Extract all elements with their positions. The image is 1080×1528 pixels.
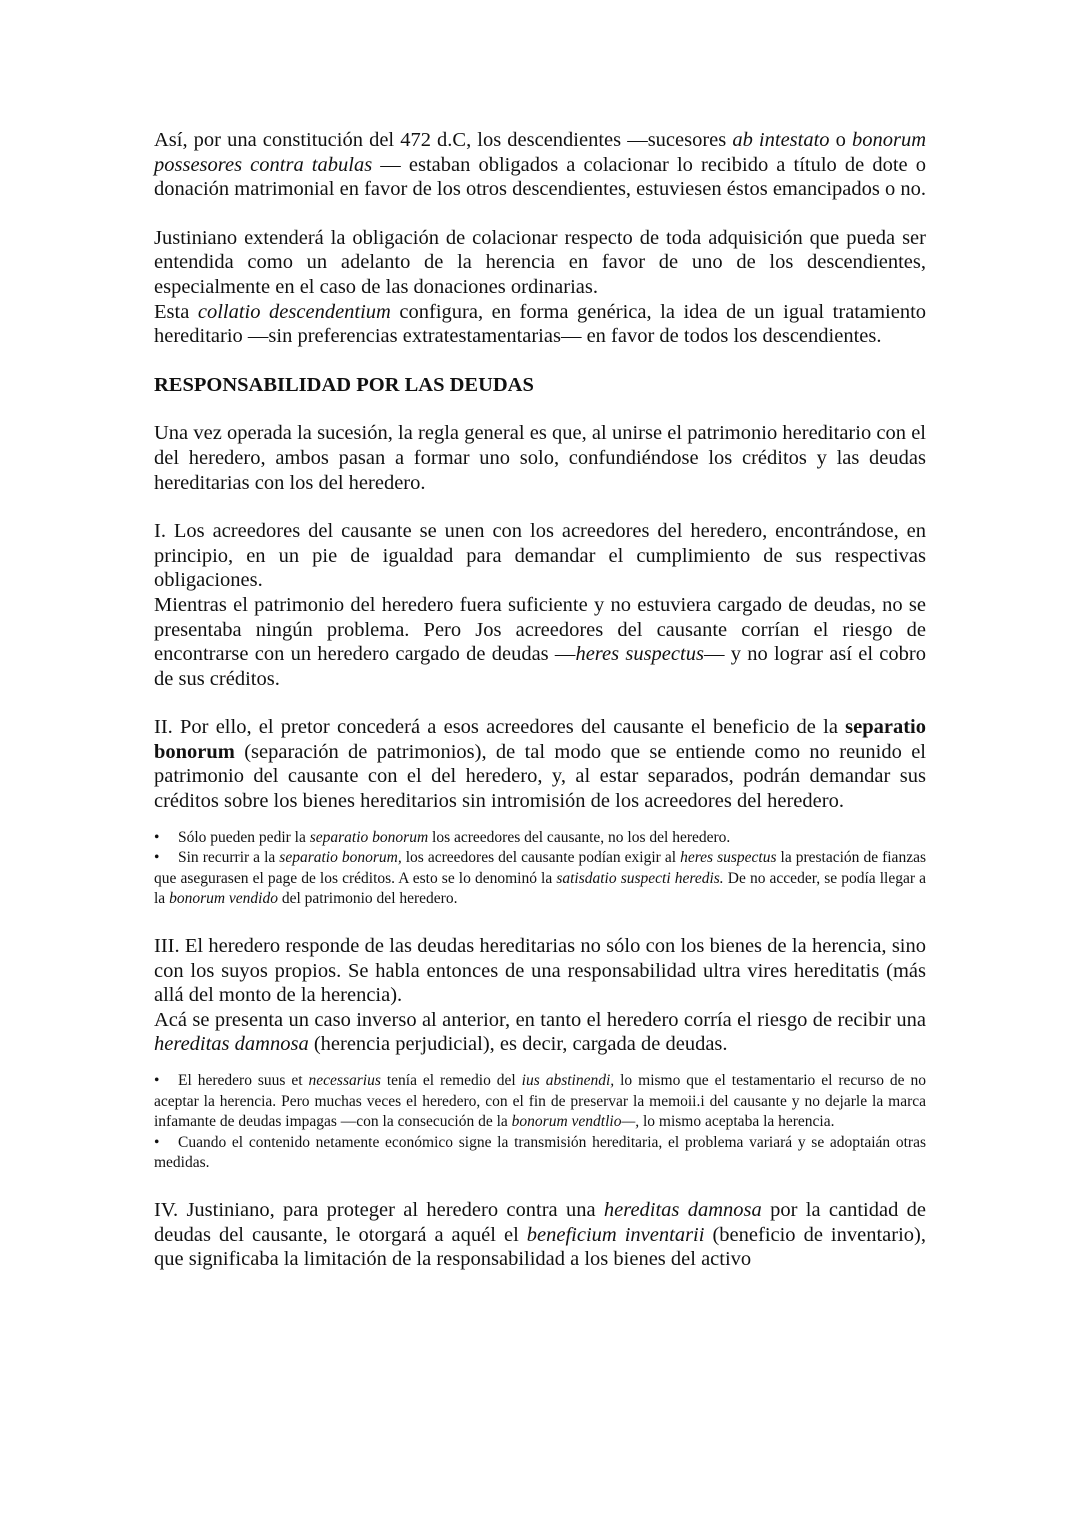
paragraph-justiniano-colacion: Justiniano extenderá la obligación de colacionar respecto de toda adquisición que pueda ser entendida como un adelanto de la herencia en favor de uno de los descendientes, especialmente en el caso de las donaciones ordinarias.	[154, 226, 926, 298]
text: por la cantidad de deudas del causante, le otorgará a aquél el	[154, 1198, 926, 1246]
italic-term: necessarius	[308, 1072, 381, 1089]
italic-term: bonorum vendido	[169, 890, 278, 908]
paragraph-heres-suspectus	[154, 593, 926, 691]
italic-term: separatio bonorum	[309, 828, 429, 846]
italic-term: separatio bonorum,	[279, 849, 402, 867]
italic-term: bonorum possesores contra tabulas	[154, 129, 927, 176]
text: El heredero suus et	[178, 1072, 309, 1089]
italic-term: collatio descendentium	[197, 300, 391, 323]
text: tenía el remedio del	[380, 1072, 522, 1089]
paragraph-regla-general: Una vez operada la sucesión, la regla general es que, al unirse el patrimonio hereditario con el del heredero, ambos pasan a formar uno solo, confundiéndose los créditos y las deudas hereditarias con los del heredero.	[154, 422, 926, 494]
text: — estaban obligados a colacionar lo recibido a título de dote o donación matrimonial en favor de los otros descendientes, estuviesen éstos emancipados o no.	[154, 153, 926, 201]
paragraph-point-iv	[154, 1198, 926, 1272]
text: Así, por una constitución del 472 d.C, los descendientes —sucesores	[154, 129, 733, 151]
paragraph-hereditas-damnosa	[154, 1008, 926, 1057]
text: lo mismo que el testamentario el recurso de no aceptar la herencia. Pero muchas veces el heredero, con el fin de preservar la memoii.i del causante y no dejarle la marca infamante de deudas impagas —con la consecución de la	[154, 1072, 926, 1131]
italic-term: ab intestato	[732, 129, 830, 151]
note-item	[154, 1071, 926, 1133]
text: II. Por ello, el pretor concederá a esos acreedores del causante el beneficio de la	[154, 716, 846, 739]
section-heading: RESPONSABILIDAD POR LAS DEUDAS	[154, 373, 534, 396]
text: — y no lograr así el cobro de sus créditos.	[154, 643, 926, 690]
text: lo mismo aceptaba la herencia.	[639, 1113, 835, 1131]
text: los acreedores del causante podían exigir al	[401, 849, 681, 867]
text: configura, en forma genérica, la idea de un igual tratamiento hereditario —sin preferencias extratestamentarias— en favor de todos los descendientes.	[154, 300, 927, 348]
bullet-icon: •	[154, 849, 160, 867]
note-item	[154, 828, 926, 849]
text: De no acceder, se podía llegar a la	[154, 869, 927, 908]
text: Sin recurrir a la	[178, 849, 280, 867]
bullet-icon: •	[154, 1072, 160, 1089]
italic-term: ius abstinendi,	[521, 1072, 615, 1089]
italic-term: satisdatio suspecti heredis.	[556, 869, 724, 887]
text: o	[829, 129, 852, 151]
document-page	[154, 128, 926, 1272]
italic-term: bonorum vendtlio—,	[511, 1113, 640, 1131]
text: Mientras el patrimonio del heredero fuera suficiente y no estuviera cargado de deudas, no se presentaba ningún problema. Pero Jos acreedores del causante corrían el riesgo de encontrarse con un heredero cargado de deudas —	[154, 593, 926, 666]
bullet-icon: •	[154, 828, 160, 846]
italic-term: hereditas damnosa	[154, 1033, 309, 1056]
italic-term: heres suspectus	[680, 849, 777, 867]
italic-term: heres suspectus	[575, 643, 704, 666]
note-item	[154, 1133, 926, 1174]
text: Acá se presenta un caso inverso al anterior, en tanto el heredero corría el riesgo de recibir una	[154, 1008, 926, 1031]
bold-term: separatio bonorum	[154, 716, 926, 763]
paragraph-point-ii	[154, 715, 926, 813]
italic-term: hereditas damnosa	[603, 1198, 762, 1221]
italic-term: beneficium inventarii	[526, 1223, 705, 1246]
note-item	[154, 848, 926, 910]
paragraph-point-iii: III. El heredero responde de las deudas hereditarias no sólo con los bienes de la herencia, sino con los suyos propios. Se habla entonces de una responsabilidad ultra vires hereditatis (más allá del monto de la herencia).	[154, 935, 926, 1007]
text: IV. Justiniano, para proteger al heredero contra una	[154, 1198, 604, 1221]
text: Sólo pueden pedir la	[178, 828, 310, 846]
text: Esta	[154, 300, 198, 323]
text: (beneficio de inventario), que significaba la limitación de la responsabilidad a los bienes del activo	[154, 1223, 926, 1271]
paragraph-point-i: I. Los acreedores del causante se unen con los acreedores del heredero, encontrándose, en principio, en un pie de igualdad para demandar el cumplimiento de sus respectivas obligaciones.	[154, 520, 926, 592]
paragraph-collatio-descendentium	[154, 300, 926, 349]
text: Cuando el contenido netamente económico signe la transmisión hereditaria, el problema variará y se adoptaián otras medidas.	[154, 1133, 926, 1172]
paragraph-collatio-472	[154, 128, 926, 202]
text: (herencia perjudicial), es decir, cargada de deudas.	[308, 1033, 728, 1056]
text: (separación de patrimonios), de tal modo que se entiende como no reunido el patrimonio del causante con el del heredero, y, al estar separados, podrán demandar sus créditos sobre los bienes hereditarios sin intromisión de los acreedores del heredero.	[154, 740, 926, 813]
text: del patrimonio del heredero.	[277, 890, 458, 908]
text: la prestación de fianzas que asegurasen el page de los créditos. A esto se lo denominó la	[154, 849, 926, 887]
text: los acreedores del causante, no los del heredero.	[428, 828, 731, 846]
bullet-icon: •	[154, 1133, 160, 1151]
